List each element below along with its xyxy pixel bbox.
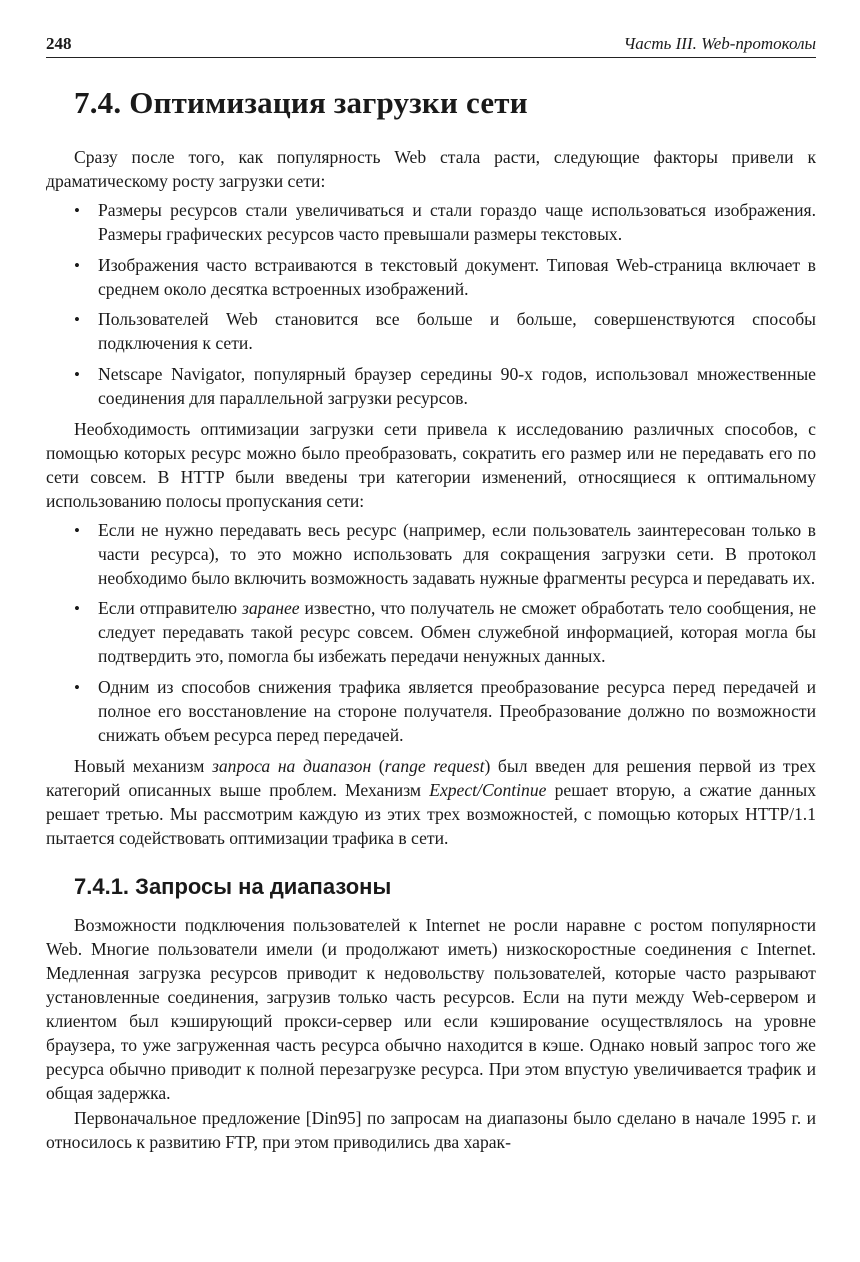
paragraph: [46, 755, 816, 851]
list-item-text: Netscape Navigator, популярный браузер середины 90-х годов, использовал множественные соединения для параллельной загрузки ресурсов.: [98, 364, 816, 409]
text-run: Новый механизм: [74, 755, 213, 776]
text-run: ) был введен для решения первой из трех категорий описанных выше проблем. Механизм: [46, 755, 816, 800]
running-section-title: Часть III. Web-протоколы: [623, 34, 816, 53]
page-number: 248: [46, 34, 72, 53]
list-item: [46, 199, 816, 247]
intro-paragraph: Сразу после того, как популярность Web стала расти, следующие факторы привели к драматическому росту загрузки сети:: [46, 147, 816, 191]
subsection-body: [46, 914, 816, 1154]
list-item: [46, 363, 816, 411]
list-item: [46, 308, 816, 356]
list-item-text: Изображения часто встраиваются в текстовый документ. Типовая Web-страница включает в среднем около десятка встроенных изображений.: [98, 254, 816, 299]
section-body: [46, 146, 816, 850]
text-run: решает вторую, а сжатие данных решает третью. Мы рассмотрим каждую из этих трех возможностей, с помощью которых HTTP/1.1 пытается содействовать оптимизации трафика в сети.: [46, 779, 816, 848]
term-emphasis: запроса на диапазон: [212, 755, 372, 776]
factors-list: [46, 199, 816, 411]
term-emphasis: range request: [384, 755, 485, 776]
bullet-icon: •: [74, 520, 80, 540]
emphasis: заранее: [242, 598, 300, 619]
bullet-icon: •: [74, 365, 80, 385]
bullet-icon: •: [74, 599, 80, 619]
book-page: [46, 34, 816, 1155]
list-item-text: Пользователей Web становится все больше и больше, совершенствуются способы подключения к сети.: [98, 309, 816, 354]
bullet-icon: •: [74, 678, 80, 698]
paragraph: Первоначальное предложение [Din95] по запросам на диапазоны было сделано в начале 1995 г. и относилось к развитию FTP, при этом приводились два харак-: [46, 1107, 816, 1152]
list-item: [46, 519, 816, 591]
term-emphasis: Expect/Continue: [429, 779, 547, 800]
bullet-icon: •: [74, 200, 80, 220]
subsection-heading: 7.4.1. Запросы на диапазоны: [74, 874, 392, 900]
paragraph: Возможности подключения пользователей к Internet не росли наравне с ростом популярности Web. Многие пользователи имели (и продолжают иметь) низкоскоростные соединения с Internet. Медленная загрузка ресурсов приводит к недовольству пользователей, которые часто разрывают установленные соединения, загрузив только часть ресурсов. Если на пути между Web-сервером и клиентом был кэширующий прокси-сервер или если кэширование осуществлялось на уровне браузера, то уже загруженная часть ресурса обычно находится в кэше. Однако новый запрос того же ресурса обычно приводит к полной перезагрузке ресурса. При этом впустую увеличивается трафик и общая задержка.: [46, 915, 816, 1103]
list-item: [46, 597, 816, 669]
bullet-icon: •: [74, 310, 80, 330]
bullet-icon: •: [74, 255, 80, 275]
categories-list: [46, 519, 816, 748]
list-item-text: [98, 598, 816, 666]
running-header: [46, 34, 816, 58]
list-item: [46, 676, 816, 748]
section-heading: 7.4. Оптимизация загрузки сети: [74, 85, 528, 120]
text-run: Если отправителю: [98, 598, 242, 619]
list-item-text: Если не нужно передавать весь ресурс (например, если пользователь заинтересован только в части ресурса), то это можно использовать для сокращения загрузки сети. В протокол необходимо было включить возможность задавать нужные фрагменты ресурса и передавать их.: [98, 519, 816, 588]
list-item-text: Одним из способов снижения трафика является преобразование ресурса перед передачей и полное его восстановление на стороне получателя. Преобразование должно по возможности снижать объем ресурса перед передачей.: [98, 677, 816, 745]
list-item-text: Размеры ресурсов стали увеличиваться и стали гораздо чаще использоваться изображения. Размеры графических ресурсов часто превышали размеры текстовых.: [98, 199, 816, 244]
paragraph: Необходимость оптимизации загрузки сети привела к исследованию различных способов, с помощью которых ресурс можно было преобразовать, сократить его размер или не передавать его по сети совсем. В HTTP были введены три категории изменений, относящиеся к оптимальному использованию полосы пропускания сети:: [46, 419, 816, 511]
text-run: известно, что получатель не сможет обработать тело сообщения, не следует передавать такой ресурс совсем. Обмен служебной информацией, которая могла бы подтвердить это, помогла бы избежать передачи ненужных данных.: [98, 598, 817, 667]
text-run: (: [371, 755, 385, 776]
list-item: [46, 254, 816, 302]
